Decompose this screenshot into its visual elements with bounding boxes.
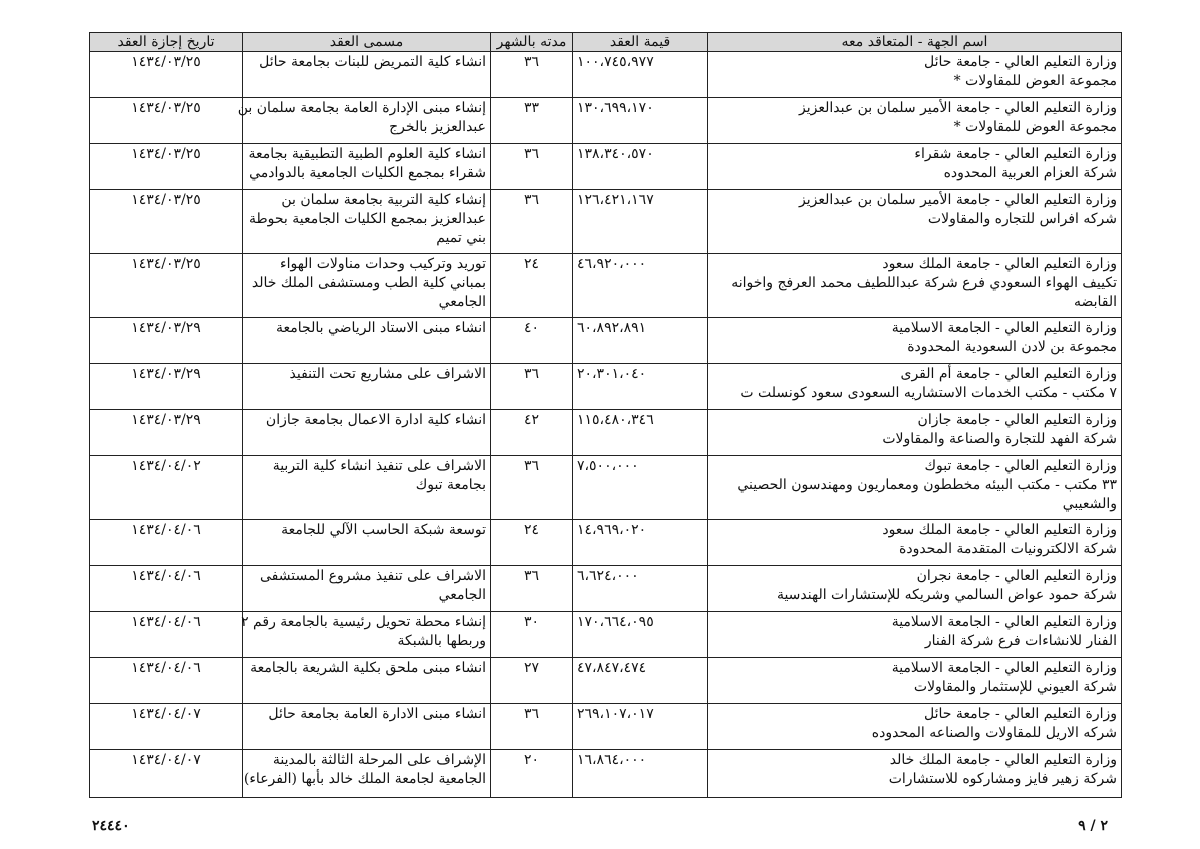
cell-date: ١٤٣٤/٠٤/٠٦ bbox=[90, 520, 243, 566]
cell-duration: ٣٠ bbox=[491, 612, 573, 658]
header-name: مسمى العقد bbox=[243, 33, 491, 52]
cell-entity bbox=[708, 52, 1122, 98]
cell-contract-name-line: انشاء مبنى ملحق بكلية الشريعة بالجامعة bbox=[250, 660, 486, 676]
footer-page-number: ٢ / ٩ bbox=[1078, 818, 1108, 834]
cell-date: ١٤٣٤/٠٣/٢٩ bbox=[90, 364, 243, 410]
cell-date: ١٤٣٤/٠٤/٠٧ bbox=[90, 704, 243, 750]
cell-entity bbox=[708, 190, 1122, 254]
cell-entity-line: مجموعة العوض للمقاولات * bbox=[953, 73, 1117, 89]
cell-duration: ٣٦ bbox=[491, 704, 573, 750]
cell-contract-name bbox=[243, 520, 491, 566]
table-body bbox=[90, 52, 1122, 798]
cell-contract-name-line: الجامعية لجامعة الملك خالد بأبها (الفرعاء) bbox=[243, 771, 486, 787]
table-row bbox=[90, 254, 1122, 318]
cell-duration: ٣٦ bbox=[491, 52, 573, 98]
cell-contract-name-line: إنشاء محطة تحويل رئيسية بالجامعة رقم ٢ bbox=[241, 614, 486, 630]
cell-entity-line: وزارة التعليم العالي - جامعة أم القرى bbox=[900, 366, 1117, 382]
cell-entity bbox=[708, 254, 1122, 318]
cell-duration: ٣٦ bbox=[491, 364, 573, 410]
cell-contract-name-line: انشاء كلية ادارة الاعمال بجامعة جازان bbox=[265, 412, 486, 428]
cell-entity-line: والشعيبي bbox=[1062, 496, 1117, 512]
cell-date: ١٤٣٤/٠٤/٠٧ bbox=[90, 750, 243, 798]
cell-contract-name bbox=[237, 98, 491, 144]
cell-contract-name-line: الجامعي bbox=[438, 587, 486, 603]
table-row bbox=[90, 190, 1122, 254]
cell-date: ١٤٣٤/٠٤/٠٦ bbox=[90, 566, 243, 612]
cell-value: ١٣٠،٦٩٩،١٧٠ bbox=[573, 98, 708, 144]
table-row bbox=[90, 318, 1122, 364]
contracts-table bbox=[89, 32, 1122, 798]
table-row bbox=[90, 410, 1122, 456]
cell-date: ١٤٣٤/٠٣/٢٩ bbox=[90, 410, 243, 456]
cell-entity-line: شركه الاريل للمقاولات والصناعه المحدوده bbox=[871, 725, 1117, 741]
cell-entity-line: وزارة التعليم العالي - جامعة شقراء bbox=[914, 146, 1117, 162]
cell-entity bbox=[708, 98, 1122, 144]
cell-duration: ٢٤ bbox=[491, 254, 573, 318]
cell-entity bbox=[708, 410, 1122, 456]
cell-date: ١٤٣٤/٠٣/٢٥ bbox=[90, 52, 243, 98]
cell-duration: ٢٤ bbox=[491, 520, 573, 566]
cell-entity-line: وزارة التعليم العالي - جامعة حائل bbox=[923, 54, 1117, 70]
cell-duration: ٤٠ bbox=[491, 318, 573, 364]
cell-entity-line: وزارة التعليم العالي - جامعة الملك سعود bbox=[882, 256, 1117, 272]
cell-duration: ٤٢ bbox=[491, 410, 573, 456]
table-row bbox=[90, 704, 1122, 750]
cell-entity-line: وزارة التعليم العالي - جامعة الملك سعود bbox=[882, 522, 1117, 538]
table-row bbox=[90, 456, 1122, 520]
table-row bbox=[90, 612, 1122, 658]
cell-entity bbox=[708, 520, 1122, 566]
cell-contract-name bbox=[243, 52, 491, 98]
cell-value: ١٤،٩٦٩،٠٢٠ bbox=[573, 520, 708, 566]
cell-contract-name-line: توريد وتركيب وحدات مناولات الهواء bbox=[279, 256, 486, 272]
cell-entity-line: ٣٣ مكتب - مكتب البيئه مخططون ومعماريون ومهندسون الحصيني bbox=[737, 477, 1117, 493]
cell-value: ١٣٨،٣٤٠،٥٧٠ bbox=[573, 144, 708, 190]
cell-contract-name bbox=[243, 190, 491, 254]
cell-value: ٢٠،٣٠١،٠٤٠ bbox=[573, 364, 708, 410]
cell-entity-line: وزارة التعليم العالي - الجامعة الاسلامية bbox=[891, 614, 1117, 630]
table-row bbox=[90, 658, 1122, 704]
cell-duration: ٣٦ bbox=[491, 456, 573, 520]
cell-duration: ٢٧ bbox=[491, 658, 573, 704]
cell-contract-name bbox=[243, 456, 491, 520]
cell-contract-name bbox=[243, 364, 491, 410]
cell-contract-name-line: انشاء كلية التمريض للبنات بجامعة حائل bbox=[259, 54, 486, 70]
cell-contract-name bbox=[243, 704, 491, 750]
cell-date: ١٤٣٤/٠٤/٠٦ bbox=[90, 612, 243, 658]
cell-contract-name-line: بمباني كلية الطب ومستشفى الملك خالد bbox=[251, 275, 486, 291]
cell-duration: ٣٦ bbox=[491, 144, 573, 190]
cell-contract-name-line: توسعة شبكة الحاسب الآلي للجامعة bbox=[281, 522, 486, 538]
cell-entity-line: شركة العيوني للإستثمار والمقاولات bbox=[913, 679, 1117, 695]
cell-entity bbox=[708, 566, 1122, 612]
cell-date: ١٤٣٤/٠٤/٠٦ bbox=[90, 658, 243, 704]
cell-entity-line: وزارة التعليم العالي - جامعة نجران bbox=[916, 568, 1117, 584]
cell-entity-line: شركة الفهد للتجارة والصناعة والمقاولات bbox=[882, 431, 1117, 447]
cell-date: ١٤٣٤/٠٤/٠٢ bbox=[90, 456, 243, 520]
cell-entity bbox=[708, 750, 1122, 798]
cell-contract-name bbox=[243, 318, 491, 364]
cell-date: ١٤٣٤/٠٣/٢٩ bbox=[90, 318, 243, 364]
cell-entity bbox=[708, 318, 1122, 364]
table-row bbox=[90, 566, 1122, 612]
cell-duration: ٣٦ bbox=[491, 190, 573, 254]
cell-entity-line: شركة الالكترونيات المتقدمة المحدودة bbox=[899, 541, 1117, 557]
header-date: تاريخ إجازة العقد bbox=[90, 33, 243, 52]
cell-contract-name bbox=[243, 566, 491, 612]
cell-contract-name bbox=[243, 750, 491, 798]
cell-entity-line: وزارة التعليم العالي - جامعة جازان bbox=[917, 412, 1117, 428]
cell-entity bbox=[708, 658, 1122, 704]
cell-entity bbox=[708, 704, 1122, 750]
cell-contract-name bbox=[243, 410, 491, 456]
cell-entity-line: وزارة التعليم العالي - الجامعة الاسلامية bbox=[891, 320, 1117, 336]
cell-entity-line: وزارة التعليم العالي - جامعة حائل bbox=[923, 706, 1117, 722]
cell-value: ١١٥،٤٨٠،٣٤٦ bbox=[573, 410, 708, 456]
cell-entity-line: وزارة التعليم العالي - جامعة تبوك bbox=[924, 458, 1117, 474]
cell-duration: ٣٣ bbox=[491, 98, 573, 144]
footer-reference-number: ٢٤٤٤٠ bbox=[92, 818, 130, 834]
cell-entity-line: وزارة التعليم العالي - جامعة الأمير سلمان بن عبدالعزيز bbox=[798, 100, 1117, 116]
cell-value: ١٧٠،٦٦٤،٠٩٥ bbox=[573, 612, 708, 658]
cell-contract-name bbox=[243, 658, 491, 704]
cell-contract-name-line: شقراء بمجمع الكليات الجامعية بالدوادمي bbox=[249, 165, 486, 181]
cell-contract-name-line: الاشراف على تنفيذ انشاء كلية التربية bbox=[272, 458, 486, 474]
contracts-sheet bbox=[89, 32, 1121, 798]
cell-duration: ٢٠ bbox=[491, 750, 573, 798]
cell-value: ١٦،٨٦٤،٠٠٠ bbox=[573, 750, 708, 798]
cell-contract-name-line: بجامعة تبوك bbox=[415, 477, 486, 493]
cell-entity-line: شركة العزام العربية المحدوده bbox=[943, 165, 1117, 181]
cell-value: ٤٧،٨٤٧،٤٧٤ bbox=[573, 658, 708, 704]
cell-contract-name-line: انشاء كلية العلوم الطبية التطبيقية بجامعة bbox=[248, 146, 486, 162]
table-row bbox=[90, 520, 1122, 566]
cell-entity bbox=[708, 456, 1122, 520]
cell-contract-name-line: انشاء مبنى الاستاد الرياضي بالجامعة bbox=[276, 320, 486, 336]
cell-duration: ٣٦ bbox=[491, 566, 573, 612]
cell-contract-name-line: عبدالعزيز بالخرج bbox=[389, 119, 486, 135]
cell-contract-name-line: الاشراف على تنفيذ مشروع المستشفى bbox=[260, 568, 486, 584]
cell-entity-line: وزارة التعليم العالي - جامعة الملك خالد bbox=[889, 752, 1117, 768]
cell-contract-name bbox=[243, 144, 491, 190]
cell-value: ٧،٥٠٠،٠٠٠ bbox=[573, 456, 708, 520]
cell-entity-line: شركة زهير فايز ومشاركوه للاستشارات bbox=[888, 771, 1117, 787]
cell-value: ١٠٠،٧٤٥،٩٧٧ bbox=[573, 52, 708, 98]
cell-contract-name-line: بني تميم bbox=[436, 230, 486, 246]
cell-entity-line: شركه افراس للتجاره والمقاولات bbox=[927, 211, 1117, 227]
table-row bbox=[90, 144, 1122, 190]
header-value: قيمة العقد bbox=[573, 33, 708, 52]
cell-value: ٦،٦٢٤،٠٠٠ bbox=[573, 566, 708, 612]
cell-contract-name-line: الجامعي bbox=[438, 294, 486, 310]
cell-entity-line: الفنار للانشاءات فرع شركة الفنار bbox=[924, 633, 1117, 649]
cell-contract-name-line: انشاء مبنى الادارة العامة بجامعة حائل bbox=[268, 706, 486, 722]
table-row bbox=[90, 750, 1122, 798]
cell-entity bbox=[708, 144, 1122, 190]
cell-contract-name bbox=[243, 254, 491, 318]
header-entity: اسم الجهة - المتعاقد معه bbox=[708, 33, 1122, 52]
cell-contract-name-line: إنشاء مبنى الإدارة العامة بجامعة سلمان بن bbox=[237, 100, 486, 116]
cell-date: ١٤٣٤/٠٣/٢٥ bbox=[90, 190, 243, 254]
cell-contract-name-line: إنشاء كلية التربية بجامعة سلمان بن bbox=[281, 192, 486, 208]
cell-contract-name-line: الإشراف على المرحلة الثالثة بالمدينة bbox=[272, 752, 486, 768]
table-row bbox=[90, 52, 1122, 98]
cell-entity-line: شركة حمود عواض السالمي وشريكه للإستشارات الهندسية bbox=[776, 587, 1117, 603]
table-header-row bbox=[90, 33, 1122, 52]
cell-entity-line: وزارة التعليم العالي - الجامعة الاسلامية bbox=[891, 660, 1117, 676]
cell-contract-name-line: وربطها بالشبكة bbox=[397, 633, 486, 649]
cell-date: ١٤٣٤/٠٣/٢٥ bbox=[90, 254, 243, 318]
cell-entity-line: ٧ مكتب - مكتب الخدمات الاستشاريه السعودى سعود كونسلت ت bbox=[740, 385, 1117, 401]
cell-date: ١٤٣٤/٠٣/٢٥ bbox=[90, 98, 243, 144]
cell-value: ٢٦٩،١٠٧،٠١٧ bbox=[573, 704, 708, 750]
cell-entity-line: وزارة التعليم العالي - جامعة الأمير سلمان بن عبدالعزيز bbox=[798, 192, 1117, 208]
cell-entity bbox=[708, 612, 1122, 658]
cell-contract-name bbox=[243, 612, 491, 658]
table-row bbox=[90, 98, 1122, 144]
cell-entity bbox=[708, 364, 1122, 410]
cell-entity-line: تكييف الهواء السعودي فرع شركة عبداللطيف محمد العرفج واخوانه bbox=[731, 275, 1117, 291]
cell-entity-line: مجموعة بن لادن السعودية المحدودة bbox=[907, 339, 1117, 355]
table-row bbox=[90, 364, 1122, 410]
cell-date: ١٤٣٤/٠٣/٢٥ bbox=[90, 144, 243, 190]
cell-contract-name-line: الاشراف على مشاريع تحت التنفيذ bbox=[289, 366, 486, 382]
header-duration: مدته بالشهر bbox=[491, 33, 573, 52]
cell-contract-name-line: عبدالعزيز بمجمع الكليات الجامعية بحوطة bbox=[248, 211, 486, 227]
cell-value: ٦٠،٨٩٢،٨٩١ bbox=[573, 318, 708, 364]
cell-entity-line: القابضه bbox=[1073, 294, 1117, 310]
cell-value: ١٢٦،٤٢١،١٦٧ bbox=[573, 190, 708, 254]
cell-entity-line: مجموعة العوض للمقاولات * bbox=[953, 119, 1117, 135]
cell-value: ٤٦،٩٢٠،٠٠٠ bbox=[573, 254, 708, 318]
